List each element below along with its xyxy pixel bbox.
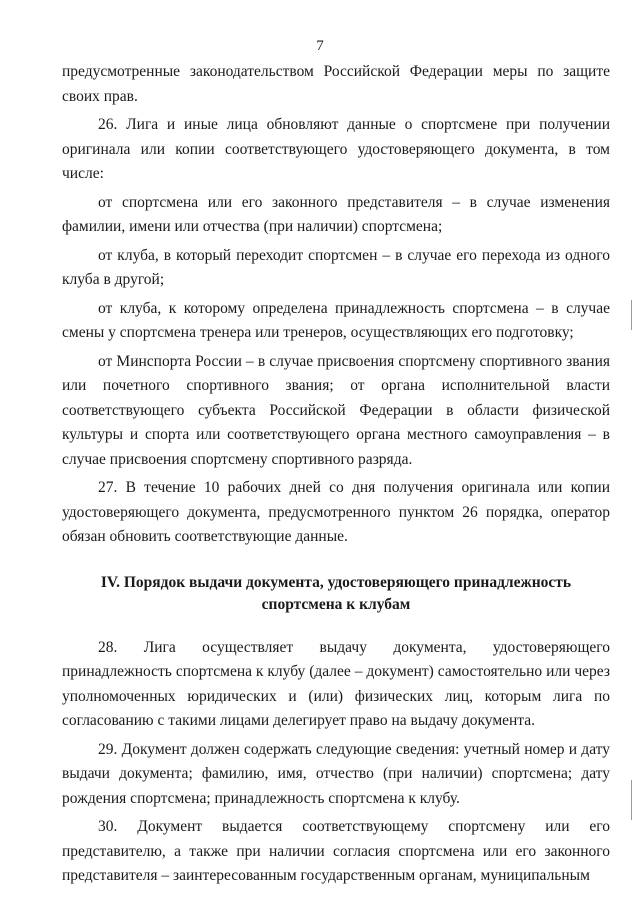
document-body (62, 60, 610, 889)
list-item-minsport: от Минспорта России – в случае присвоения спортсмену спортивного звания или почетного спортивного звания; от органа исполнительной власти соответствующего субъекта Российской Федерации в области физической культуры и спорта или соответствующего органа местного самоуправления – в случае присвоения спортсмену спортивного разряда. (62, 352, 610, 468)
paragraph-27: 27. В течение 10 рабочих дней со дня получения оригинала или копии удостоверяющего документа, предусмотренного пунктом 26 порядка, оператор обязан обновить соответствующие данные. (62, 479, 610, 545)
list-item-athlete: от спортсмена или его законного представителя – в случае изменения фамилии, имени или отчества (при наличии) спортсмена; (62, 193, 610, 235)
paragraph-30: 30. Документ выдается соответствующему спортсмену или его представителю, а также при наличии согласия спортсмена или его законного представителя – заинтересованным государственным органам, муниципальным (62, 818, 610, 884)
list-item-club-transfer: от клуба, в который переходит спортсмен – в случае его перехода из одного клуба в другой; (62, 246, 610, 288)
list-item-club-coach: от клуба, к которому определена принадлежность спортсмена – в случае смены у спортсмена тренера или тренеров, осуществляющих его подготовку; (62, 299, 610, 341)
scan-edge-line (631, 780, 632, 820)
paragraph-29: 29. Документ должен содержать следующие сведения: учетный номер и дату выдачи документа; фамилию, имя, отчество (при наличии) спортсмена; дату рождения спортсмена; принадлежность спортсмена к клубу. (62, 740, 610, 807)
paragraph-26: 26. Лига и иные лица обновляют данные о спортсмене при получении оригинала или копии соответствующего удостоверяющего документа, в том числе: (62, 116, 610, 182)
scan-edge-line (631, 300, 632, 330)
paragraph-28: 28. Лига осуществляет выдачу документа, удостоверяющего принадлежность спортсмена к клубу (далее – документ) самостоятельно или через уполномоченных юридических и (или) физических лиц, которым лига по согласованию с такими лицами делегирует право на выдачу документа. (62, 638, 610, 729)
paragraph-continuation: предусмотренные законодательством Российской Федерации меры по защите своих прав. (62, 63, 610, 105)
page-number: 7 (316, 38, 324, 54)
section-heading: IV. Порядок выдачи документа, удостоверяющего принадлежность спортсмена к клубам (100, 573, 572, 613)
